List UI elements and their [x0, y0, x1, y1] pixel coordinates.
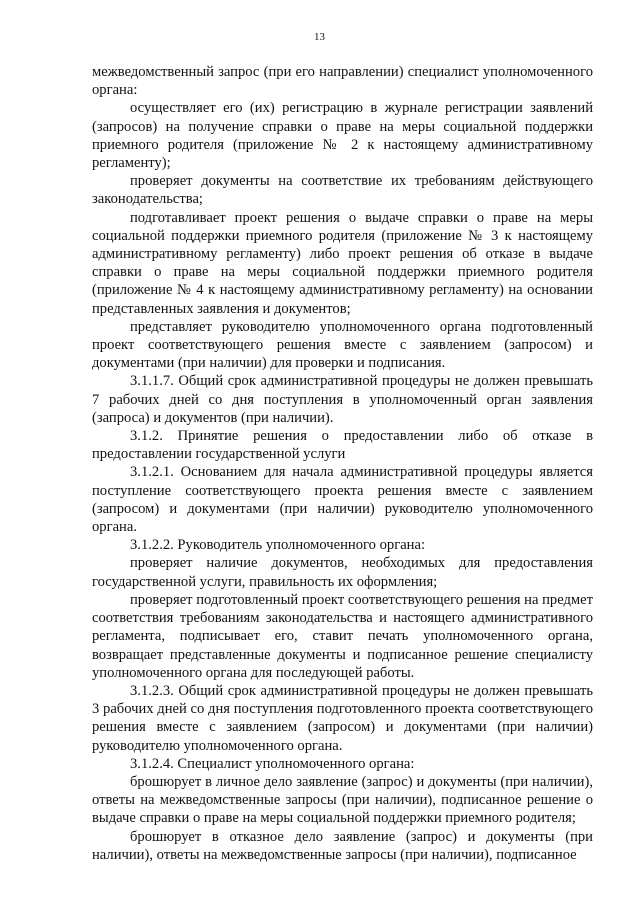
- paragraph: брошюрует в отказное дело заявление (запрос) и документы (при наличии), ответы на межведомственные запросы (при наличии), подписанное: [92, 828, 593, 863]
- paragraph: 3.1.2. Принятие решения о предоставлении либо об отказе в предоставлении государственной услуги: [92, 428, 593, 463]
- paragraph: проверяет документы на соответствие их требованиям действующего законодательства;: [92, 173, 593, 208]
- page-number: 13: [314, 31, 325, 43]
- paragraph: межведомственный запрос (при его направлении) специалист уполномоченного органа:: [92, 64, 593, 99]
- paragraph: подготавливает проект решения о выдаче справки о праве на меры социальной поддержки приемного родителя (приложение № 3 к настоящему административному регламенту) либо проект решения об отказе в выдаче справки о праве на меры социальной поддержки приемного родителя (приложение № 4 к настоящему административному регламенту) на основании представленных заявления и документов;: [92, 209, 593, 317]
- paragraph: осуществляет его (их) регистрацию в журнале регистрации заявлений (запросов) на получение справки о праве на меры социальной поддержки приемного родителя (приложение № 2 к настоящему административному регламенту);: [92, 100, 593, 172]
- paragraph: проверяет наличие документов, необходимых для предоставления государственной услуги, правильность их оформления;: [92, 555, 593, 590]
- paragraph: 3.1.2.3. Общий срок административной процедуры не должен превышать 3 рабочих дней со дня поступления подготовленного проекта соответствующего решения вместе с заявлением (запросом) и документами (при наличии) руководителю уполномоченного органа.: [92, 682, 593, 754]
- paragraph: 3.1.1.7. Общий срок административной процедуры не должен превышать 7 рабочих дней со дня поступления в уполномоченный орган заявления (запроса) и документов (при наличии).: [92, 373, 593, 426]
- paragraph: проверяет подготовленный проект соответствующего решения на предмет соответствия требованиям законодательства и настоящего административного регламента, подписывает его, ставит печать уполномоченного органа, возвращает представленные документы и подписанное решение специалисту уполномоченного органа для последующей работы.: [92, 591, 593, 681]
- paragraph: представляет руководителю уполномоченного органа подготовленный проект соответствующего решения вместе с заявлением (запросом) и документами (при наличии) для проверки и подписания.: [92, 318, 593, 372]
- paragraph: 3.1.2.1. Основанием для начала административной процедуры является поступление соответствующего проекта решения вместе с заявлением (запросом) и документами (при наличии) руководителю уполномоченного органа.: [92, 464, 593, 536]
- document-body: [92, 63, 593, 864]
- paragraph: 3.1.2.4. Специалист уполномоченного органа:: [130, 755, 415, 772]
- paragraph: 3.1.2.2. Руководитель уполномоченного органа:: [130, 537, 426, 554]
- paragraph: брошюрует в личное дело заявление (запрос) и документы (при наличии), ответы на межведомственные запросы (при наличии), подписанное решение о выдаче справки о праве на меры социальной поддержки приемного родителя;: [92, 773, 593, 827]
